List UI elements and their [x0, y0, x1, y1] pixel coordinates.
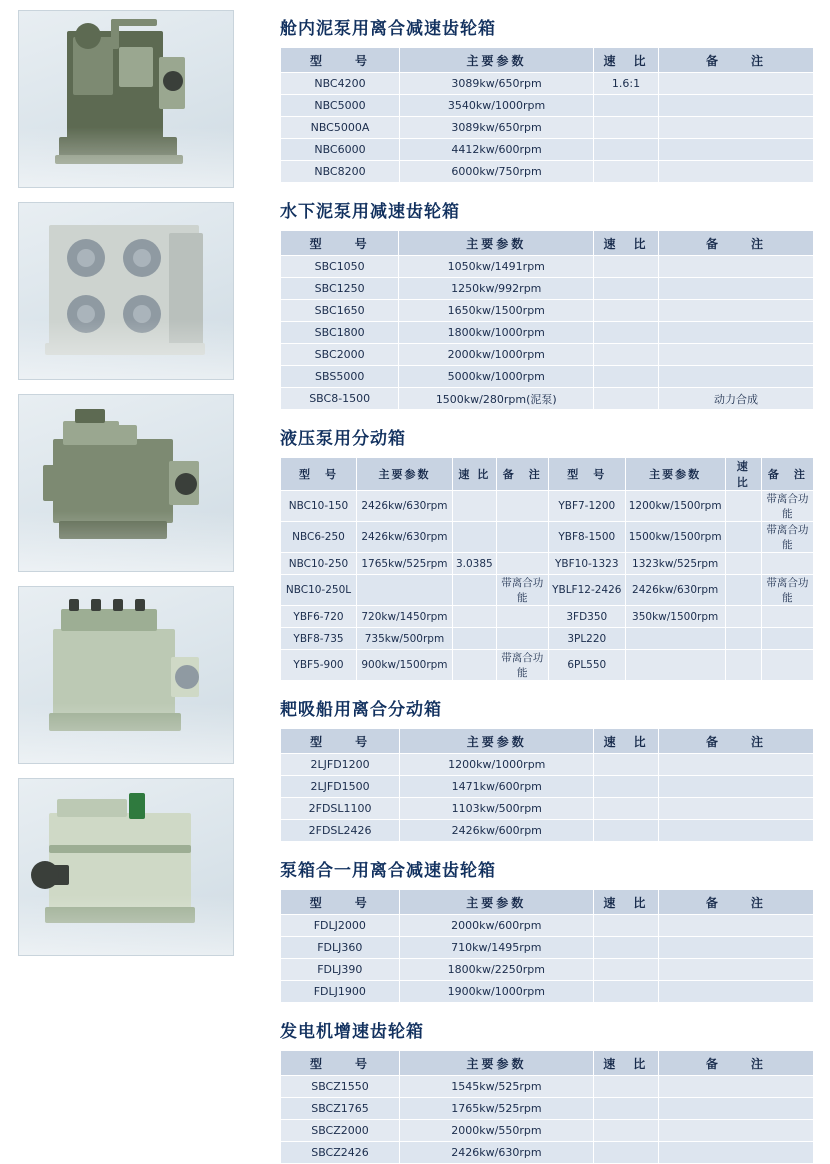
cell-model: 2FDSL1100 — [281, 798, 400, 820]
cell-param: 1471kw/600rpm — [400, 776, 594, 798]
cell-ratio: 1.6:1 — [594, 73, 659, 95]
th-note-2: 备 注 — [761, 458, 813, 491]
cell-note — [658, 256, 813, 278]
table-row — [281, 388, 814, 410]
cell-model: NBC6-250 — [281, 522, 357, 553]
th-param-2: 主要参数 — [625, 458, 725, 491]
gearbox-photo-2 — [18, 202, 234, 380]
cell-param-2 — [625, 628, 725, 650]
cell-param: 1650kw/1500rpm — [399, 300, 594, 322]
cell-model: NBC8200 — [281, 161, 400, 183]
cell-note — [658, 366, 813, 388]
cell-model-2: 3FD350 — [548, 606, 625, 628]
section-title: 发电机增速齿轮箱 — [280, 1022, 424, 1042]
cell-param: 1545kw/525rpm — [400, 1076, 594, 1098]
cell-param: 2426kw/600rpm — [400, 820, 594, 842]
cell-ratio — [593, 1142, 658, 1164]
cell-ratio-2 — [725, 606, 761, 628]
cell-model: NBC10-250L — [281, 575, 357, 606]
cell-model: FDLJ360 — [281, 937, 400, 959]
cell-ratio — [593, 1098, 658, 1120]
cell-model-2: YBLF12-2426 — [548, 575, 625, 606]
cell-param-2: 1500kw/1500rpm — [625, 522, 725, 553]
cell-note — [496, 491, 548, 522]
cell-note — [658, 937, 813, 959]
cell-ratio — [452, 491, 496, 522]
section-generator-speed-increasing-gearbox — [280, 1017, 816, 1164]
cell-ratio — [593, 937, 658, 959]
section-cabin-mud-pump — [280, 14, 816, 183]
cell-ratio — [593, 1076, 658, 1098]
cell-ratio — [594, 820, 659, 842]
cell-param: 710kw/1495rpm — [399, 937, 593, 959]
cell-param: 2000kw/1000rpm — [399, 344, 594, 366]
table-row — [281, 1076, 814, 1098]
cell-model-2: YBF7-1200 — [548, 491, 625, 522]
cell-ratio-2 — [725, 491, 761, 522]
cell-ratio — [594, 256, 659, 278]
table-row — [281, 820, 814, 842]
cell-param — [356, 575, 452, 606]
th-model: 型 号 — [281, 231, 399, 256]
cell-note-2: 带离合功能 — [761, 575, 813, 606]
cell-note — [658, 95, 813, 117]
cell-ratio-2 — [725, 575, 761, 606]
cell-note — [496, 628, 548, 650]
th-param: 主要参数 — [399, 890, 593, 915]
table-row — [281, 754, 814, 776]
table-row — [281, 915, 814, 937]
cell-model: SBC1250 — [281, 278, 399, 300]
table-row — [281, 73, 814, 95]
cell-note — [658, 959, 813, 981]
th-note: 备 注 — [658, 890, 813, 915]
cell-model: NBC10-150 — [281, 491, 357, 522]
table-row — [281, 522, 814, 553]
cell-param: 735kw/500rpm — [356, 628, 452, 650]
th-note: 备 注 — [658, 48, 813, 73]
table-row — [281, 161, 814, 183]
photo-column — [0, 0, 272, 1063]
cell-note-2 — [761, 650, 813, 681]
section-title: 液压泵用分动箱 — [280, 429, 406, 449]
cell-ratio-2 — [725, 522, 761, 553]
cell-note — [496, 553, 548, 575]
cell-model: SBC1800 — [281, 322, 399, 344]
cell-model: YBF5-900 — [281, 650, 357, 681]
spec-table — [280, 889, 814, 1003]
cell-ratio-2 — [725, 628, 761, 650]
cell-note-2: 带离合功能 — [761, 491, 813, 522]
th-ratio: 速 比 — [594, 729, 659, 754]
table-row — [281, 278, 814, 300]
section-title: 舱内泥泵用离合减速齿轮箱 — [280, 19, 496, 39]
cell-ratio: 3.0385 — [452, 553, 496, 575]
table-header-row — [281, 729, 814, 754]
th-note: 备 注 — [658, 1051, 813, 1076]
cell-model: 2FDSL2426 — [281, 820, 400, 842]
section-title: 泵箱合一用离合减速齿轮箱 — [280, 861, 496, 881]
cell-model: FDLJ390 — [281, 959, 400, 981]
cell-param: 3089kw/650rpm — [399, 117, 593, 139]
cell-note — [659, 754, 814, 776]
table-row — [281, 776, 814, 798]
cell-model: SBCZ2000 — [281, 1120, 400, 1142]
cell-ratio — [593, 915, 658, 937]
table-row — [281, 798, 814, 820]
cell-ratio — [594, 300, 659, 322]
cell-param: 2426kw/630rpm — [356, 522, 452, 553]
cell-model-2: 3PL220 — [548, 628, 625, 650]
cell-note — [659, 820, 814, 842]
table-row — [281, 366, 814, 388]
cell-param: 1800kw/2250rpm — [399, 959, 593, 981]
th-model: 型 号 — [281, 458, 357, 491]
cell-model-2: YBF8-1500 — [548, 522, 625, 553]
cell-ratio — [594, 388, 659, 410]
cell-note — [658, 981, 813, 1003]
cell-param: 1050kw/1491rpm — [399, 256, 594, 278]
cell-model: SBC8-1500 — [281, 388, 399, 410]
cell-note — [658, 1098, 813, 1120]
cell-note-2 — [761, 553, 813, 575]
cell-param: 5000kw/1000rpm — [399, 366, 594, 388]
table-header-row — [281, 48, 814, 73]
gearbox-photo-3 — [18, 394, 234, 572]
table-row — [281, 1120, 814, 1142]
cell-note — [658, 1120, 813, 1142]
table-row — [281, 553, 814, 575]
th-model: 型 号 — [281, 48, 400, 73]
cell-param: 3540kw/1000rpm — [399, 95, 593, 117]
gearbox-photo-5 — [18, 778, 234, 956]
table-row — [281, 575, 814, 606]
cell-note: 带离合功能 — [496, 650, 548, 681]
cell-model: SBCZ1550 — [281, 1076, 400, 1098]
th-ratio: 速 比 — [452, 458, 496, 491]
spec-table — [280, 47, 814, 183]
table-row — [281, 1098, 814, 1120]
table-row — [281, 491, 814, 522]
cell-ratio — [594, 139, 659, 161]
cell-note — [658, 117, 813, 139]
cell-ratio — [452, 522, 496, 553]
table-row — [281, 117, 814, 139]
cell-param-2: 350kw/1500rpm — [625, 606, 725, 628]
table-row — [281, 300, 814, 322]
cell-note — [496, 522, 548, 553]
cell-note — [658, 139, 813, 161]
cell-ratio — [594, 344, 659, 366]
cell-note — [658, 344, 813, 366]
th-model: 型 号 — [281, 1051, 400, 1076]
cell-note — [658, 1076, 813, 1098]
table-row — [281, 139, 814, 161]
cell-ratio — [452, 628, 496, 650]
th-param: 主要参数 — [400, 1051, 594, 1076]
th-note: 备 注 — [496, 458, 548, 491]
spec-table — [280, 728, 814, 842]
th-param: 主要参数 — [399, 48, 593, 73]
cell-ratio — [452, 606, 496, 628]
cell-param: 1103kw/500rpm — [400, 798, 594, 820]
cell-param: 1900kw/1000rpm — [399, 981, 593, 1003]
cell-model: SBC1050 — [281, 256, 399, 278]
cell-param: 2426kw/630rpm — [356, 491, 452, 522]
cell-note: 动力合成 — [658, 388, 813, 410]
section-underwater-mud-pump — [280, 197, 816, 410]
th-note: 备 注 — [658, 231, 813, 256]
table-row — [281, 628, 814, 650]
table-header-row — [281, 1051, 814, 1076]
cell-model: NBC5000 — [281, 95, 400, 117]
cell-note — [659, 798, 814, 820]
cell-model: SBC1650 — [281, 300, 399, 322]
cell-model: YBF6-720 — [281, 606, 357, 628]
gearbox-photo-1 — [18, 10, 234, 188]
table-row — [281, 650, 814, 681]
cell-model: 2LJFD1200 — [281, 754, 400, 776]
th-param: 主要参数 — [400, 729, 594, 754]
cell-model: SBCZ1765 — [281, 1098, 400, 1120]
cell-ratio — [594, 322, 659, 344]
cell-note — [658, 1142, 813, 1164]
table-header-row — [281, 458, 814, 491]
th-note: 备 注 — [659, 729, 814, 754]
table-row — [281, 959, 814, 981]
table-row — [281, 1142, 814, 1164]
th-ratio-2: 速 比 — [725, 458, 761, 491]
table-row — [281, 937, 814, 959]
th-ratio: 速 比 — [594, 48, 659, 73]
spec-table — [280, 1050, 814, 1164]
cell-param-2 — [625, 650, 725, 681]
cell-note — [658, 278, 813, 300]
cell-ratio — [593, 1120, 658, 1142]
cell-param-2: 1323kw/525rpm — [625, 553, 725, 575]
cell-note — [658, 915, 813, 937]
th-model: 型 号 — [281, 729, 400, 754]
cell-ratio — [594, 754, 659, 776]
cell-model: SBC2000 — [281, 344, 399, 366]
section-title: 水下泥泵用减速齿轮箱 — [280, 202, 460, 222]
cell-model: YBF8-735 — [281, 628, 357, 650]
cell-note — [658, 322, 813, 344]
table-row — [281, 606, 814, 628]
cell-model: NBC6000 — [281, 139, 400, 161]
cell-ratio — [594, 776, 659, 798]
cell-note: 带离合功能 — [496, 575, 548, 606]
cell-note-2 — [761, 628, 813, 650]
cell-ratio — [594, 366, 659, 388]
cell-ratio — [594, 161, 659, 183]
cell-param: 4412kw/600rpm — [399, 139, 593, 161]
cell-note — [659, 776, 814, 798]
cell-param: 2000kw/550rpm — [400, 1120, 594, 1142]
table-row — [281, 322, 814, 344]
th-param: 主要参数 — [399, 231, 594, 256]
th-model-2: 型 号 — [548, 458, 625, 491]
cell-ratio — [594, 798, 659, 820]
cell-param: 1250kw/992rpm — [399, 278, 594, 300]
th-param: 主要参数 — [356, 458, 452, 491]
cell-model-2: YBF10-1323 — [548, 553, 625, 575]
cell-note — [658, 161, 813, 183]
cell-note — [658, 73, 813, 95]
cell-param-2: 1200kw/1500rpm — [625, 491, 725, 522]
cell-model: NBC5000A — [281, 117, 400, 139]
table-row — [281, 256, 814, 278]
cell-ratio — [452, 575, 496, 606]
cell-model-2: 6PL550 — [548, 650, 625, 681]
cell-model: SBCZ2426 — [281, 1142, 400, 1164]
cell-param: 3089kw/650rpm — [399, 73, 593, 95]
cell-ratio-2 — [725, 553, 761, 575]
table-row — [281, 344, 814, 366]
th-model: 型 号 — [281, 890, 400, 915]
section-hydraulic-pump-transfer-case — [280, 424, 816, 681]
cell-model: NBC10-250 — [281, 553, 357, 575]
cell-ratio — [594, 278, 659, 300]
cell-ratio — [594, 95, 659, 117]
cell-model: SBS5000 — [281, 366, 399, 388]
cell-ratio — [452, 650, 496, 681]
spec-table-hydraulic — [280, 457, 814, 681]
cell-model: FDLJ1900 — [281, 981, 400, 1003]
gearbox-photo-4 — [18, 586, 234, 764]
th-ratio: 速 比 — [593, 890, 658, 915]
cell-param: 720kw/1450rpm — [356, 606, 452, 628]
section-trailing-suction-transfer-case — [280, 695, 816, 842]
cell-note — [658, 300, 813, 322]
cell-ratio — [593, 959, 658, 981]
th-ratio: 速 比 — [593, 1051, 658, 1076]
cell-model: NBC4200 — [281, 73, 400, 95]
cell-param-2: 2426kw/630rpm — [625, 575, 725, 606]
cell-model: FDLJ2000 — [281, 915, 400, 937]
cell-note-2: 带离合功能 — [761, 522, 813, 553]
cell-param: 1200kw/1000rpm — [400, 754, 594, 776]
cell-param: 1500kw/280rpm(泥泵) — [399, 388, 594, 410]
table-row — [281, 95, 814, 117]
cell-ratio-2 — [725, 650, 761, 681]
cell-ratio — [594, 117, 659, 139]
cell-param: 1765kw/525rpm — [356, 553, 452, 575]
section-pump-integrated-gearbox — [280, 856, 816, 1003]
cell-param: 900kw/1500rpm — [356, 650, 452, 681]
cell-param: 2000kw/600rpm — [399, 915, 593, 937]
section-title: 耙吸船用离合分动箱 — [280, 700, 442, 720]
spec-table — [280, 230, 814, 410]
cell-param: 6000kw/750rpm — [399, 161, 593, 183]
table-header-row — [281, 890, 814, 915]
cell-model: 2LJFD1500 — [281, 776, 400, 798]
table-row — [281, 981, 814, 1003]
cell-note — [496, 606, 548, 628]
cell-note-2 — [761, 606, 813, 628]
table-header-row — [281, 231, 814, 256]
cell-param: 2426kw/630rpm — [400, 1142, 594, 1164]
th-ratio: 速 比 — [594, 231, 659, 256]
cell-param: 1765kw/525rpm — [400, 1098, 594, 1120]
cell-ratio — [593, 981, 658, 1003]
spec-column — [272, 0, 830, 1159]
cell-param: 1800kw/1000rpm — [399, 322, 594, 344]
